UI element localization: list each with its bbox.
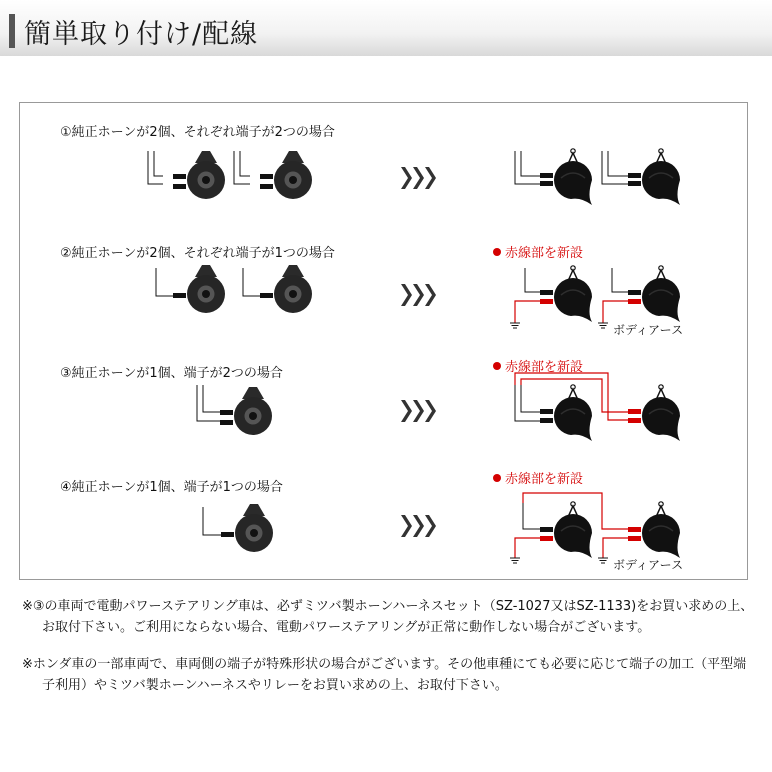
case3-before — [197, 385, 272, 435]
case3-red-note: 赤線部を新設 — [493, 356, 583, 375]
case4-after — [510, 493, 680, 563]
header — [0, 0, 772, 56]
arrow-icon — [401, 515, 436, 537]
wiring-diagram — [20, 103, 747, 579]
case4-before — [203, 504, 273, 552]
note-honda: ※ホンダ車の一部車両で、車両側の端子が特殊形状の場合がございます。その他車種にても必要に応じて端子の加工（平型端子利用）やミツバ製ホーンハーネスやリレーをお買い求めの上、お取付下さい。 — [22, 657, 747, 693]
page-title: 簡単取り付け/配線 — [24, 19, 259, 50]
arrow-icon — [401, 167, 436, 189]
case2-red-note: 赤線部を新設 — [493, 242, 583, 261]
case2-before — [156, 265, 312, 313]
case1-after — [515, 149, 680, 205]
case3-after — [515, 373, 680, 441]
case1-title: ①純正ホーンが2個、それぞれ端子が2つの場合 — [60, 125, 335, 140]
case2-after — [510, 266, 680, 328]
case2-ground-label: ボディアース — [613, 323, 684, 337]
case1-before — [148, 151, 312, 199]
arrow-icon — [401, 284, 436, 306]
notes-section — [22, 596, 757, 696]
case2-title: ②純正ホーンが2個、それぞれ端子が1つの場合 — [60, 246, 335, 261]
red-dot-icon — [493, 248, 501, 256]
case4-title: ④純正ホーンが1個、端子が1つの場合 — [60, 480, 283, 495]
wiring-diagram-panel — [19, 102, 748, 580]
case4-red-note: 赤線部を新設 — [493, 468, 583, 487]
red-dot-icon — [493, 362, 501, 370]
header-accent-bar — [9, 14, 15, 48]
red-dot-icon — [493, 474, 501, 482]
case3-title: ③純正ホーンが1個、端子が2つの場合 — [60, 366, 283, 381]
case4-ground-label: ボディアース — [613, 558, 684, 572]
note-eps: ※③の車両で電動パワーステアリング車は、必ずミツバ製ホーンハーネスセット（SZ-1027又はSZ-1133)をお買い求めの上、お取付下さい。ご利用にならない場合、電動パワーステアリングが正常に動作しない場合がございます。 — [22, 599, 754, 635]
arrow-icon — [401, 400, 436, 422]
